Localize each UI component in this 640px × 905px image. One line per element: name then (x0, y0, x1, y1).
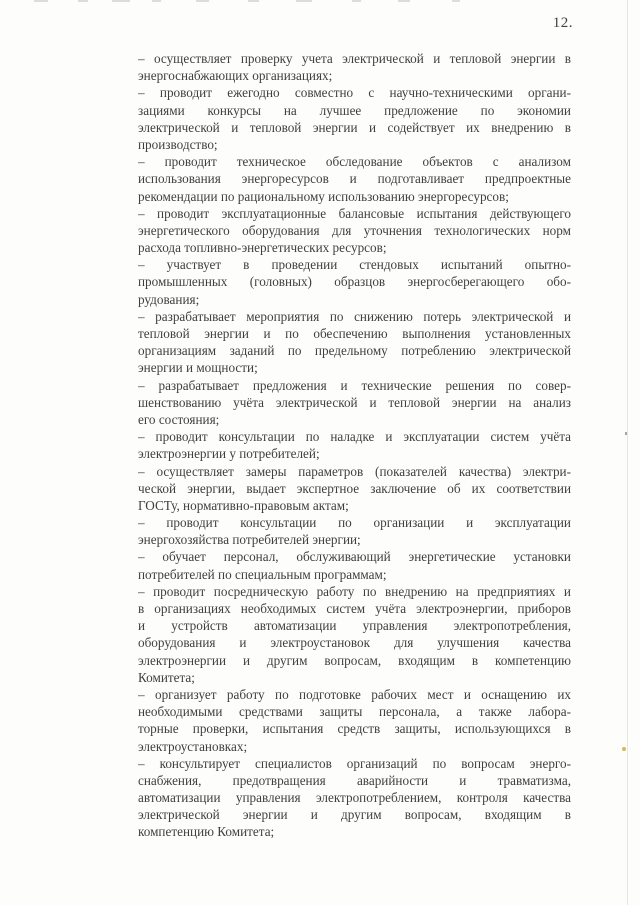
text-line: необходимыми средствами защиты персонала, а также лабора- (138, 704, 571, 720)
text-line: оборудования и электроустановок для улучшения качества (138, 635, 571, 651)
scan-speck (625, 432, 627, 435)
text-line: электроэнергии и другим вопросам, входящим в компетенцию (138, 652, 571, 668)
scan-artifact (112, 0, 130, 2)
text-line: – проводит консультации по наладке и эксплуатации систем учёта (138, 429, 571, 445)
scan-edge-line (627, 0, 628, 905)
text-line: использования энергоресурсов и подготавливает предпроектные (138, 171, 571, 187)
text-line: автоматизации управления электропотреблением, контроля качества (138, 790, 571, 806)
text-line: – проводит посредническую работу по внедрению на предприятиях и (138, 583, 571, 599)
text-line: – проводит техническое обследование объектов с анализом (138, 154, 571, 170)
text-line: – проводит консультации по организации и эксплуатации (138, 515, 571, 531)
scan-artifact (296, 0, 312, 2)
text-line: его состояния; (138, 411, 220, 427)
text-line: производство; (138, 136, 218, 152)
text-line: – участвует в проведении стендовых испытаний опытно- (138, 257, 571, 273)
text-line: – разрабатывает мероприятия по снижению потерь электрической и (138, 308, 571, 324)
scan-artifact (398, 0, 410, 2)
text-line: рекомендации по рациональному использованию энергоресурсов; (138, 188, 509, 204)
text-line: в организациях необходимых систем учёта электроэнергии, приборов (138, 601, 571, 616)
text-line: и устройств автоматизации управления электропотребления, (138, 618, 571, 634)
text-line: энергохозяйства потребителей энергии; (138, 532, 361, 548)
text-line: – консультирует специалистов организаций по вопросам энерго- (138, 755, 571, 771)
text-line: ГОСТу, нормативно-правовым актам; (138, 497, 349, 513)
text-line: торные проверки, испытания средств защиты, использующихся в (138, 721, 571, 737)
page-number: 12. (552, 15, 573, 31)
scan-artifact (248, 0, 259, 2)
text-line: шенствованию учёта электрической и тепловой энергии на анализ (138, 394, 571, 410)
scan-artifact (352, 0, 361, 2)
scan-artifact (78, 0, 88, 2)
document-body (138, 50, 571, 841)
text-line: Комитета; (138, 669, 195, 685)
text-line: электроэнергии у потребителей; (138, 446, 320, 462)
text-line: – организует работу по подготовке рабочих мест и оснащению их (138, 686, 571, 702)
scan-artifact (196, 0, 209, 2)
text-line: электрической и тепловой энергии и содействует их внедрению в (138, 119, 571, 135)
scan-artifact (34, 0, 48, 2)
text-line: – проводит эксплуатационные балансовые испытания действующего (138, 205, 571, 221)
text-line: тепловой энергии и по обеспечению выполнения установленных (138, 326, 571, 341)
text-line: – осуществляет проверку учета электрической и тепловой энергии в (138, 51, 571, 66)
text-line: ческой энергии, выдает экспертное заключение об их соответствии (138, 480, 571, 496)
scan-speck (622, 747, 626, 751)
text-line: электроустановках; (138, 738, 248, 754)
text-line: – проводит ежегодно совместно с научно-техническими органи- (138, 85, 571, 101)
text-line: снабжения, предотвращения аварийности и травматизма, (138, 772, 571, 788)
text-line: – обучает персонал, обслуживающий энергетические установки (138, 549, 571, 565)
text-line: зациями конкурсы на лучшее предложение по экономии (138, 102, 571, 118)
scan-artifact (152, 0, 161, 2)
text-line: потребителей по специальным программам; (138, 566, 387, 582)
text-line: – осуществляет замеры параметров (показателей качества) электри- (138, 463, 571, 479)
text-line: организациям заданий по предельному потреблению электрической (138, 343, 571, 359)
text-line: рудования; (138, 291, 200, 307)
text-line: промышленных (головных) образцов энергосберегающего обо- (138, 274, 571, 290)
text-line: энергии и мощности; (138, 360, 258, 376)
text-line: энергоснабжающих организациях; (138, 68, 333, 84)
scan-artifact (452, 0, 460, 2)
text-line: расхода топливно-энергетических ресурсов; (138, 240, 387, 256)
text-line: электрической энергии и другим вопросам, входящим в (138, 807, 571, 823)
text-line: компетенцию Комитета; (138, 824, 275, 840)
text-line: – разрабатывает предложения и технические решения по совер- (138, 377, 571, 393)
text-line: энергетического оборудования для уточнения технологических норм (138, 222, 571, 238)
